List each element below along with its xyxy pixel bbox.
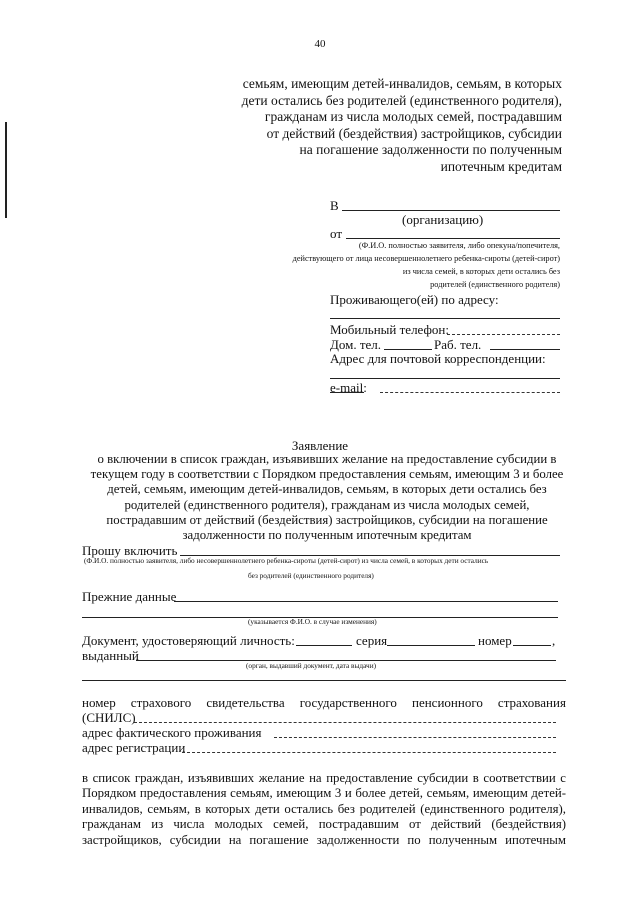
subject-line: задолженности по полученным ипотечным кредитам [182, 528, 472, 543]
to-hint: (организацию) [402, 212, 484, 227]
header-line: от действий (бездействия) застройщиков, субсидии [266, 125, 562, 141]
tail-line: гражданам из числа молодых семей, пострадавшим от действий (бездействия) [82, 817, 566, 832]
email-field-prefix [330, 392, 364, 393]
from-hint: родителей (единственного родителя) [430, 280, 560, 289]
header-block [142, 76, 562, 176]
actual-address-label: адрес фактического проживания [82, 725, 262, 740]
from-field[interactable] [346, 238, 560, 239]
subject-block [84, 452, 570, 543]
work-phone-label: Раб. тел. [434, 337, 482, 352]
header-line: семьям, имеющим детей-инвалидов, семьям, в которых [242, 76, 562, 91]
actual-address-field[interactable] [274, 737, 556, 738]
snils-word: государственного [299, 695, 397, 710]
prev-data-hint: (указывается Ф.И.О. в случае изменения) [248, 617, 377, 626]
margin-mark [5, 122, 7, 218]
subject-line: родителей (единственного родителя), гражданам из числа молодых семей, [124, 497, 530, 512]
from-hint: из числа семей, в которых дети остались без [402, 267, 560, 276]
header-line: дети остались без родителей (единственного родителя), [241, 92, 562, 108]
include-hint: без родителей (единственного родителя) [248, 571, 374, 580]
to-label: В [330, 198, 339, 213]
prev-data-label: Прежние данные [82, 589, 177, 604]
home-phone-label: Дом. тел. [330, 337, 382, 352]
number-label: номер [478, 633, 512, 648]
snils-word: свидетельства [206, 695, 285, 710]
header-line: на погашение задолженности по полученным [299, 142, 562, 158]
snils-word: страхового [130, 695, 192, 710]
number-field[interactable] [513, 645, 551, 646]
comma: , [552, 633, 556, 648]
email-label: e-mail: [330, 380, 367, 395]
mobile-label: Мобильный телефон: [330, 322, 449, 337]
from-label: от [330, 226, 343, 241]
snils-field[interactable] [134, 722, 556, 723]
tail-paragraph [82, 771, 566, 848]
from-hint: (Ф.И.О. полностью заявителя, либо опекуна/попечителя, [358, 241, 560, 250]
id-doc-field[interactable] [296, 645, 352, 646]
subject-line: текущем году в соответствии с Порядком предоставления семьям, имеющим 3 и более [90, 467, 564, 482]
header-line: гражданам из числа молодых семей, пострадавшим [264, 109, 562, 125]
issued-label: выданный [82, 648, 139, 663]
residence-label: Проживающего(ей) по адресу: [330, 292, 499, 307]
tail-line: в список граждан, изъявивших желание на предоставление субсидии в соответствии с [82, 771, 566, 785]
snils-label: (СНИЛС) [82, 710, 136, 725]
series-label: серия [356, 633, 388, 648]
registration-field[interactable] [182, 752, 556, 753]
subject-line: детей, семьям, имеющим детей-инвалидов, семьям, в которых дети остались без [107, 482, 547, 497]
snils-word: номер [82, 695, 116, 710]
home-phone-field[interactable] [384, 349, 432, 350]
postal-field[interactable] [330, 378, 560, 379]
issued-hint: (орган, выдавший документ, дата выдачи) [246, 661, 377, 670]
subject-line: о включении в список граждан, изъявивших желание на предоставление субсидии в [97, 452, 557, 466]
postal-label: Адрес для почтовой корреспонденции: [330, 351, 546, 366]
series-field[interactable] [387, 645, 475, 646]
id-doc-label: Документ, удостоверяющий личность: [82, 633, 295, 648]
subject-line: пострадавшим от действий (бездействия) застройщиков, субсидии на погашение [106, 512, 548, 527]
prev-data-field[interactable] [174, 601, 558, 602]
to-field[interactable] [342, 210, 560, 211]
registration-label: адрес регистрации [82, 740, 186, 755]
page-number: 40 [314, 38, 326, 50]
document-title: Заявление [291, 438, 349, 453]
residence-field[interactable] [330, 318, 560, 319]
include-hint: (Ф.И.О. полностью заявителя, либо несовершеннолетнего ребенка-сироты (детей-сирот) из числа семей, в которых дети остались [84, 556, 489, 565]
email-field[interactable] [380, 392, 560, 393]
work-phone-field[interactable] [490, 349, 560, 350]
snils-word: страхования [497, 695, 566, 710]
separator-line [82, 680, 566, 681]
tail-line: инвалидов, семьям, в которых дети остались без родителей (единственного родителя), [82, 801, 566, 816]
header-line: ипотечным кредитам [440, 158, 562, 174]
snils-word: пенсионного [412, 695, 483, 710]
mobile-field[interactable] [447, 334, 560, 335]
tail-line: застройщиков, субсидии на погашение задолженности по полученным ипотечным [82, 832, 566, 847]
from-hint: действующего от лица несовершеннолетнего ребенка-сироты (детей-сирот) [292, 254, 560, 263]
include-label: Прошу включить [82, 543, 178, 558]
tail-line: Порядком предоставления семьям, имеющим 3 и более детей, семьям, имеющим детей- [82, 786, 566, 801]
snils-line [82, 695, 566, 711]
